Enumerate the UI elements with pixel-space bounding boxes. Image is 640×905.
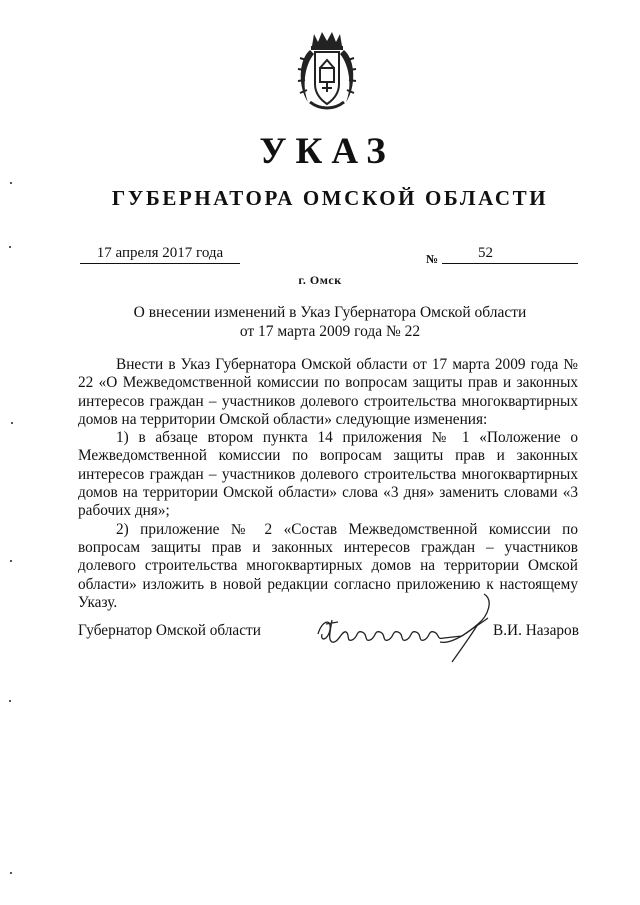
margin-speck (9, 246, 11, 248)
coat-of-arms-icon (296, 30, 358, 112)
margin-speck (11, 422, 13, 424)
signatory-position: Губернатор Омской области (78, 622, 261, 639)
heading-line-2: от 17 марта 2009 года № 22 (239, 323, 421, 340)
margin-speck (10, 182, 12, 184)
signatory-name: В.И. Назаров (493, 622, 579, 639)
decree-number-label: № (426, 252, 439, 266)
document-subtitle: ГУБЕРНАТОРА ОМСКОЙ ОБЛАСТИ (111, 186, 549, 210)
body-paragraph-1: Внести в Указ Губернатора Омской области от 17 марта 2009 года № 22 «О Межведомственной комиссии по вопросам защиты прав и законных интересов граждан – участников долевого строительства многоквартирных домов на территории Омской области» следующие изменения: (78, 356, 578, 428)
decree-number: 52 (478, 245, 493, 261)
body-paragraph-3: 2) приложение № 2 «Состав Межведомственной комиссии по вопросам защиты прав и законных интересов граждан – участников долевого строительства многоквартирных домов на территории Омской области» изложить в новой редакции согласно приложению к настоящему Указу. (78, 520, 578, 611)
margin-speck (9, 700, 11, 702)
decree-heading (100, 303, 560, 341)
body-paragraph-2: 1) в абзаце втором пункта 14 приложения № 1 «Положение о Межведомственной комиссии по вопросам защиты прав и законных интересов граждан – участников долевого строительства многоквартирных домов на территории Омской области» слова «3 дня» заменить словами «3 рабочих дня»; (78, 429, 578, 520)
document-title: УКАЗ (259, 131, 395, 172)
decree-city: г. Омск (298, 273, 342, 287)
margin-speck (10, 872, 12, 874)
decree-body (78, 356, 578, 612)
margin-speck (10, 560, 12, 562)
handwritten-signature (312, 590, 502, 668)
heading-line-1: О внесении изменений в Указ Губернатора Омской области (133, 304, 527, 321)
decree-number-field (442, 244, 578, 264)
decree-date: 17 апреля 2017 года (80, 244, 240, 264)
